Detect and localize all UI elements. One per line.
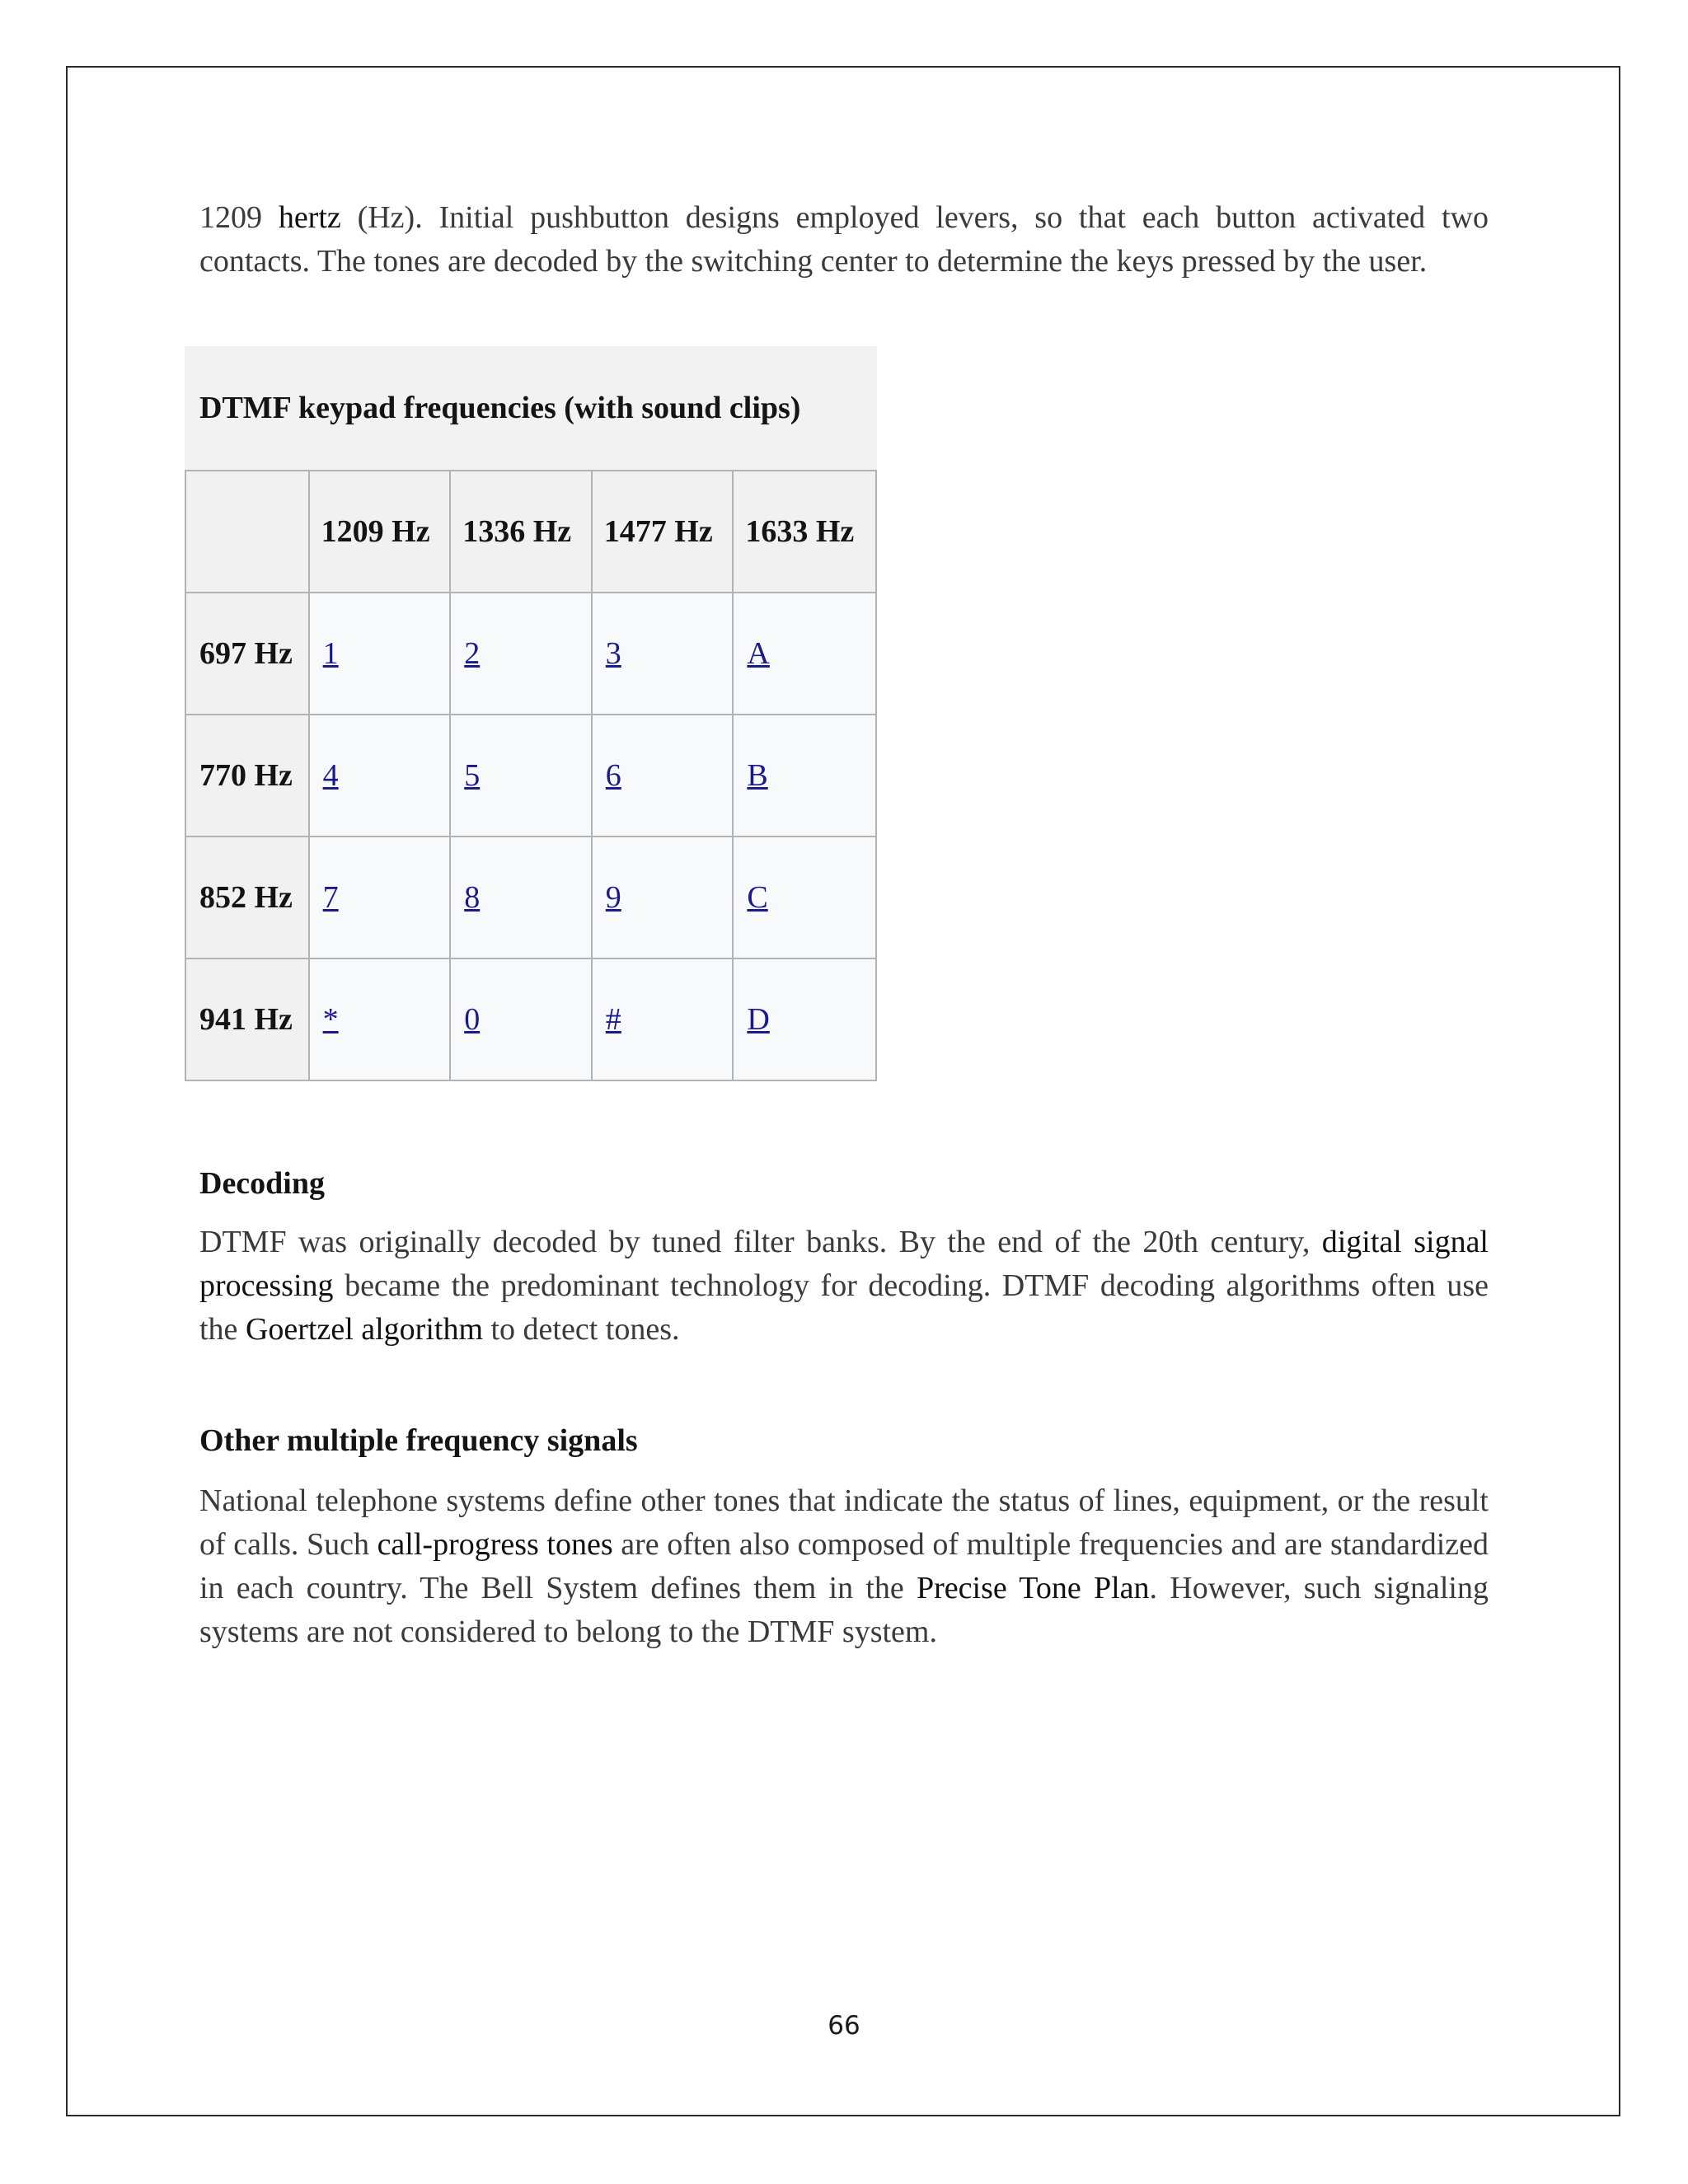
other-text-2: are often also composed of multiple frequencies and are standardized in each country. The Bell System defines them in the <box>199 1527 1489 1605</box>
key-cell <box>450 715 592 837</box>
key-cell <box>733 837 876 958</box>
table-row <box>185 715 876 837</box>
key-link[interactable]: D <box>747 1002 770 1037</box>
key-cell <box>592 593 734 715</box>
key-link[interactable]: 7 <box>322 880 339 915</box>
column-header: 1633 Hz <box>733 471 876 593</box>
key-cell <box>450 958 592 1080</box>
corner-header-cell <box>185 471 309 593</box>
key-link[interactable]: 0 <box>464 1002 481 1037</box>
page-content <box>199 196 1489 284</box>
key-link[interactable]: 6 <box>605 758 621 793</box>
call-progress-tones-link[interactable]: call-progress tones <box>377 1527 613 1562</box>
decoding-heading: Decoding <box>199 1166 325 1201</box>
row-header: 852 Hz <box>185 837 309 958</box>
key-cell <box>450 837 592 958</box>
goertzel-algorithm-link[interactable]: Goertzel algorithm <box>245 1312 483 1347</box>
key-link[interactable]: 5 <box>464 758 481 793</box>
other-text-3: . However, such signaling systems are not considered to belong to the DTMF system. <box>199 1571 1489 1649</box>
key-cell <box>733 958 876 1080</box>
key-link[interactable]: A <box>747 636 770 671</box>
page-number: 66 <box>828 2011 860 2041</box>
decoding-text-1: DTMF was originally decoded by tuned filter banks. By the end of the 20th century, <box>199 1225 1322 1259</box>
other-signals-paragraph <box>199 1479 1489 1654</box>
key-cell <box>592 715 734 837</box>
row-header: 941 Hz <box>185 958 309 1080</box>
key-cell <box>309 593 451 715</box>
decoding-section <box>199 1162 1489 1352</box>
table-row <box>185 593 876 715</box>
intro-text-2: (Hz). Initial pushbutton designs employed levers, so that each button activated two contacts. The tones are decoded by the switching center to determine the keys pressed by the user. <box>199 200 1489 279</box>
dtmf-table-container <box>185 346 877 1081</box>
other-signals-section <box>199 1419 1489 1654</box>
table-row <box>185 837 876 958</box>
dtmf-table <box>185 470 877 1081</box>
digital-signal-processing-link[interactable]: digital signal processing <box>199 1225 1489 1303</box>
table-header-row <box>185 471 876 593</box>
key-link[interactable]: 1 <box>322 636 339 671</box>
column-header: 1336 Hz <box>450 471 592 593</box>
column-header: 1477 Hz <box>592 471 734 593</box>
key-link[interactable]: 3 <box>605 636 621 671</box>
intro-text-1: 1209 <box>199 200 279 235</box>
decoding-text-2: became the predominant technology for decoding. DTMF decoding algorithms often use the <box>199 1268 1489 1347</box>
key-link[interactable]: 4 <box>322 758 339 793</box>
key-link[interactable]: * <box>322 1002 339 1037</box>
dtmf-table-caption: DTMF keypad frequencies (with sound clips) <box>185 346 877 470</box>
key-cell <box>592 958 734 1080</box>
key-link[interactable]: 2 <box>464 636 481 671</box>
key-cell <box>450 593 592 715</box>
intro-paragraph <box>199 196 1489 284</box>
key-link[interactable]: # <box>605 1002 621 1037</box>
key-cell <box>309 837 451 958</box>
table-row <box>185 958 876 1080</box>
decoding-paragraph <box>199 1221 1489 1352</box>
key-link[interactable]: B <box>747 758 768 793</box>
key-cell <box>733 593 876 715</box>
key-cell <box>592 837 734 958</box>
column-header: 1209 Hz <box>309 471 451 593</box>
key-cell <box>309 958 451 1080</box>
other-text-1: National telephone systems define other tones that indicate the status of lines, equipment, or the result of calls. Such <box>199 1483 1489 1562</box>
other-signals-heading: Other multiple frequency signals <box>199 1423 638 1458</box>
decoding-text-3: to detect tones. <box>483 1312 680 1347</box>
hertz-link[interactable]: hertz <box>278 200 341 235</box>
row-header: 697 Hz <box>185 593 309 715</box>
key-cell <box>309 715 451 837</box>
row-header: 770 Hz <box>185 715 309 837</box>
key-link[interactable]: 8 <box>464 880 481 915</box>
precise-tone-plan-link[interactable]: Precise Tone Plan <box>917 1571 1150 1605</box>
key-cell <box>733 715 876 837</box>
key-link[interactable]: C <box>747 880 768 915</box>
key-link[interactable]: 9 <box>605 880 621 915</box>
